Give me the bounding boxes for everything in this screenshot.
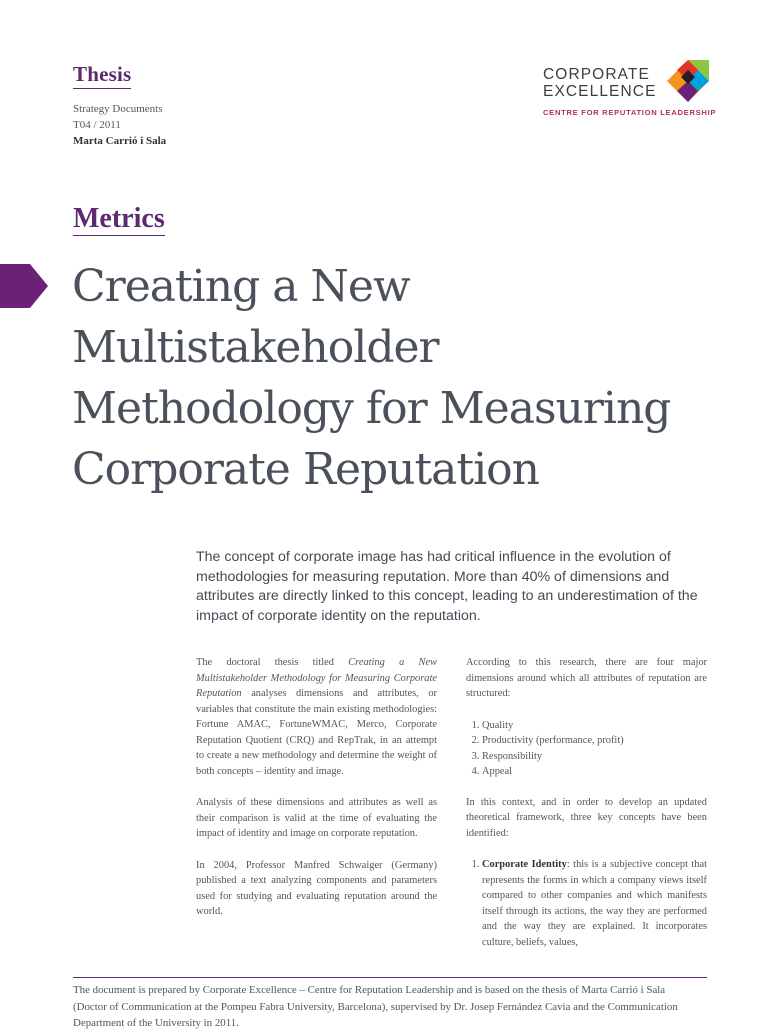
right-paragraph-2: In this context, and in order to develop an updated theoretical framework, three key concepts have been identified: xyxy=(466,796,707,839)
right-paragraph-1: According to this research, there are four major dimensions around which all attributes of reputation are structured: xyxy=(466,657,707,699)
dimensions-list xyxy=(466,718,707,780)
list-item: 2. Productivity (performance, profit) xyxy=(482,733,707,749)
title-line: Corporate Reputation xyxy=(72,444,539,495)
footer-line: Department of the University in 2011. xyxy=(73,1017,239,1029)
left-paragraph-3: In 2004, Professor Manfred Schwaiger (Germany) published a text analyzing components and parameters used for studying and evaluating reputation around the world. xyxy=(196,859,437,917)
lead-line: impact of corporate identity on the reputation. xyxy=(196,607,481,624)
right-column xyxy=(466,655,707,965)
corporate-excellence-logo xyxy=(543,62,717,122)
footer-line: The document is prepared by Corporate Excellence – Centre for Reputation Leadership and is based on the thesis of Marta Carrió i Sala xyxy=(73,984,666,996)
logo-line-1: CORPORATE xyxy=(543,66,650,83)
left-paragraph-1: The doctoral thesis titled Creating a New Multistakeholder Methodology for Measuring Corporate Reputation analyses dimensions and attributes, or variables that constitute the main existing methodologies: Fortune AMAC, FortuneWMAC, Merco, Corporate Reputation Quotient (CRQ) and RepTrak, in an attempt to create a new methodology and determine the weight of both concepts – identity and image. xyxy=(196,657,437,777)
logo-line-2: EXCELLENCE xyxy=(543,83,657,100)
logo-mark-icon xyxy=(667,60,709,102)
list-item: 4. Appeal xyxy=(482,764,707,780)
thesis-title-italic: Creating a New Multistakeholder Methodology for Measuring Corporate Reputation xyxy=(196,657,437,699)
document-header xyxy=(73,62,166,149)
concept-term: Corporate Identity xyxy=(482,859,567,870)
footer-note xyxy=(73,982,713,1032)
section-arrow-icon xyxy=(0,264,48,308)
logo-wordmark xyxy=(543,66,657,100)
lead-paragraph xyxy=(196,548,716,626)
title-line: Methodology for Measuring xyxy=(72,383,671,434)
series-label: Strategy Documents xyxy=(73,103,163,115)
footer-divider xyxy=(73,977,707,978)
logo-subtitle: CENTRE FOR REPUTATION LEADERSHIP xyxy=(543,108,717,117)
lead-line: attributes are directly linked to this concept, leading to an underestimation of the xyxy=(196,588,698,604)
left-column xyxy=(196,655,437,936)
key-concepts-list xyxy=(466,857,707,950)
lead-line: methodologies for measuring reputation. More than 40% of dimensions and xyxy=(196,568,670,585)
lead-line: The concept of corporate image has had critical influence in the evolution of xyxy=(196,549,671,565)
list-item: 1. Corporate Identity: this is a subjective concept that represents the forms in which a company views itself compared to other companies and which manifests itself through its actions, the way they are performed and the way they are explained. It incorporates culture, beliefs, values, xyxy=(482,857,707,950)
title-line: Creating a New xyxy=(72,261,410,312)
left-paragraph-2: Analysis of these dimensions and attributes as well as their comparison is valid at the time of evaluating the impact of identity and image on corporate reputation. xyxy=(196,797,437,839)
thesis-label: Thesis xyxy=(73,62,131,89)
section-label: Metrics xyxy=(73,203,165,234)
page-title xyxy=(72,256,752,500)
title-line: Multistakeholder xyxy=(72,322,439,373)
footer-line: (Doctor of Communication at the Pompeu Fabra University, Barcelona), supervised by Dr. Josep Fernández Cavia and the Communication xyxy=(73,1000,678,1013)
document-code: T04 / 2011 xyxy=(73,119,121,131)
list-item: 3. Responsibility xyxy=(482,749,707,765)
list-item: 1. Quality xyxy=(482,718,707,734)
author-name: Marta Carrió i Sala xyxy=(73,135,167,147)
